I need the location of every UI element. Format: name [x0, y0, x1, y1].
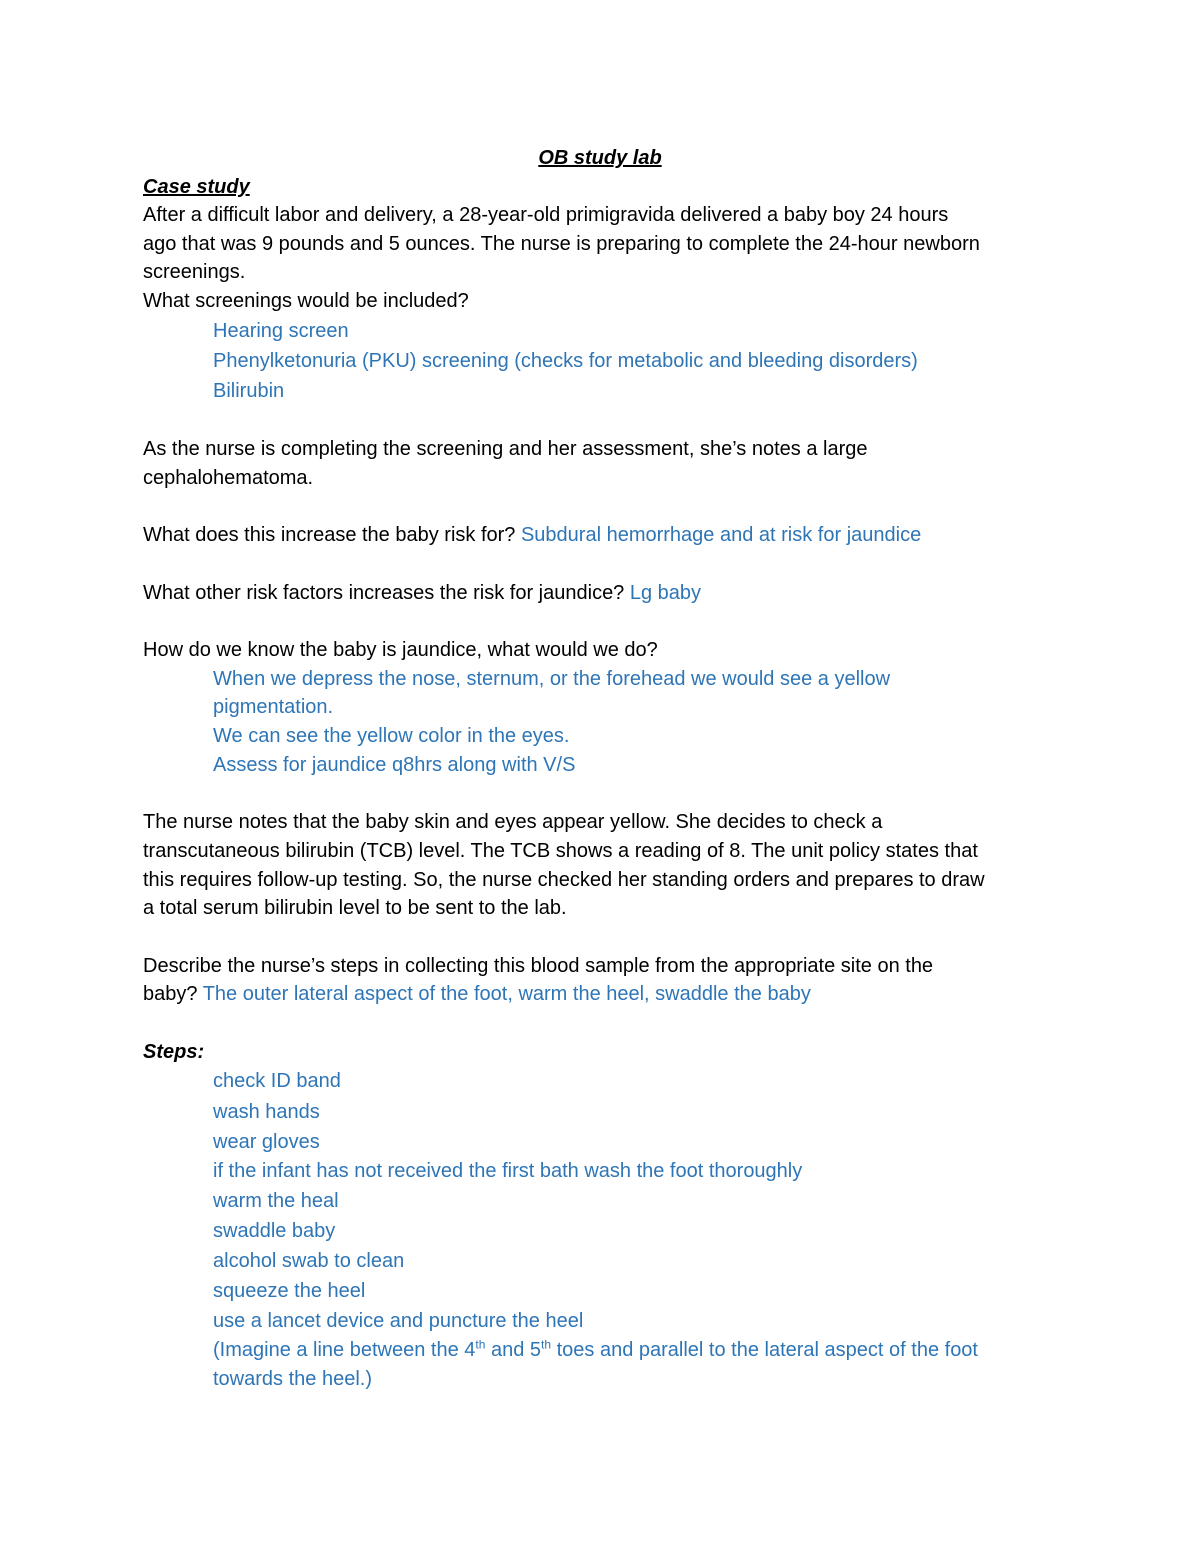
paragraph-line: As the nurse is completing the screening and her assessment, she’s notes a large — [143, 438, 868, 460]
answer-jaundice-line: We can see the yellow color in the eyes. — [213, 725, 570, 747]
answer-jaundice-line: Assess for jaundice q8hrs along with V/S — [213, 754, 576, 776]
intro-line: ago that was 9 pounds and 5 ounces. The nurse is preparing to complete the 24-hour newborn — [143, 233, 980, 255]
step-item: check ID band — [213, 1070, 341, 1092]
step-note-line: towards the heel.) — [213, 1368, 372, 1390]
step-note-superscript: th — [541, 1337, 552, 1352]
answer-screening-item: Bilirubin — [213, 380, 285, 402]
question-screenings: What screenings would be included? — [143, 290, 469, 312]
step-item: wear gloves — [213, 1131, 320, 1153]
step-item: alcohol swab to clean — [213, 1250, 405, 1272]
question-steps-line: Describe the nurse’s steps in collecting this blood sample from the appropriate site on the — [143, 955, 934, 977]
answer-risk: Subdural hemorrhage and at risk for jaundice — [520, 524, 922, 546]
step-note-text: toes and parallel to the lateral aspect of the foot — [551, 1339, 978, 1361]
paragraph-line: a total serum bilirubin level to be sent to the lab. — [143, 897, 567, 919]
answer-screening-item: Hearing screen — [213, 320, 349, 342]
answer-screening-item: Phenylketonuria (PKU) screening (checks for metabolic and bleeding disorders) — [213, 350, 918, 372]
intro-line: After a difficult labor and delivery, a 28-year-old primigravida delivered a baby boy 24 hours — [143, 204, 949, 226]
question-steps-text: baby? — [143, 983, 198, 1005]
step-item: wash hands — [213, 1101, 320, 1123]
step-item: use a lancet device and puncture the heel — [213, 1310, 584, 1332]
question-jaundice-factors — [143, 579, 701, 607]
steps-heading: Steps: — [143, 1041, 205, 1063]
step-item: swaddle baby — [213, 1220, 336, 1242]
step-item: warm the heal — [213, 1190, 339, 1212]
answer-jaundice-line: pigmentation. — [213, 696, 334, 718]
paragraph-line: transcutaneous bilirubin (TCB) level. The TCB shows a reading of 8. The unit policy states that — [143, 840, 978, 862]
step-note-superscript: th — [475, 1337, 486, 1352]
document-title: OB study lab — [538, 147, 662, 169]
question-jaundice-know: How do we know the baby is jaundice, what would we do? — [143, 639, 658, 661]
question-risk — [143, 521, 921, 549]
case-study-heading: Case study — [143, 176, 250, 198]
step-item: squeeze the heel — [213, 1280, 366, 1302]
step-note — [213, 1336, 978, 1364]
paragraph-line: cephalohematoma. — [143, 467, 314, 489]
answer-jaundice-factors: Lg baby — [629, 582, 702, 604]
answer-steps-site: The outer lateral aspect of the foot, warm the heel, swaddle the baby — [202, 983, 811, 1005]
paragraph-line: The nurse notes that the baby skin and eyes appear yellow. She decides to check a — [143, 811, 883, 833]
step-item: if the infant has not received the first bath wash the foot thoroughly — [213, 1160, 803, 1182]
step-note-text: and 5 — [485, 1339, 542, 1361]
question-jaundice-factors-text: What other risk factors increases the risk for jaundice? — [143, 582, 625, 604]
intro-line: screenings. — [143, 261, 246, 283]
question-risk-text: What does this increase the baby risk for? — [143, 524, 516, 546]
step-note-text: (Imagine a line between the 4 — [213, 1339, 476, 1361]
paragraph-line: this requires follow-up testing. So, the nurse checked her standing orders and prepares to draw — [143, 869, 985, 891]
answer-jaundice-line: When we depress the nose, sternum, or the forehead we would see a yellow — [213, 668, 891, 690]
question-steps — [143, 980, 811, 1008]
